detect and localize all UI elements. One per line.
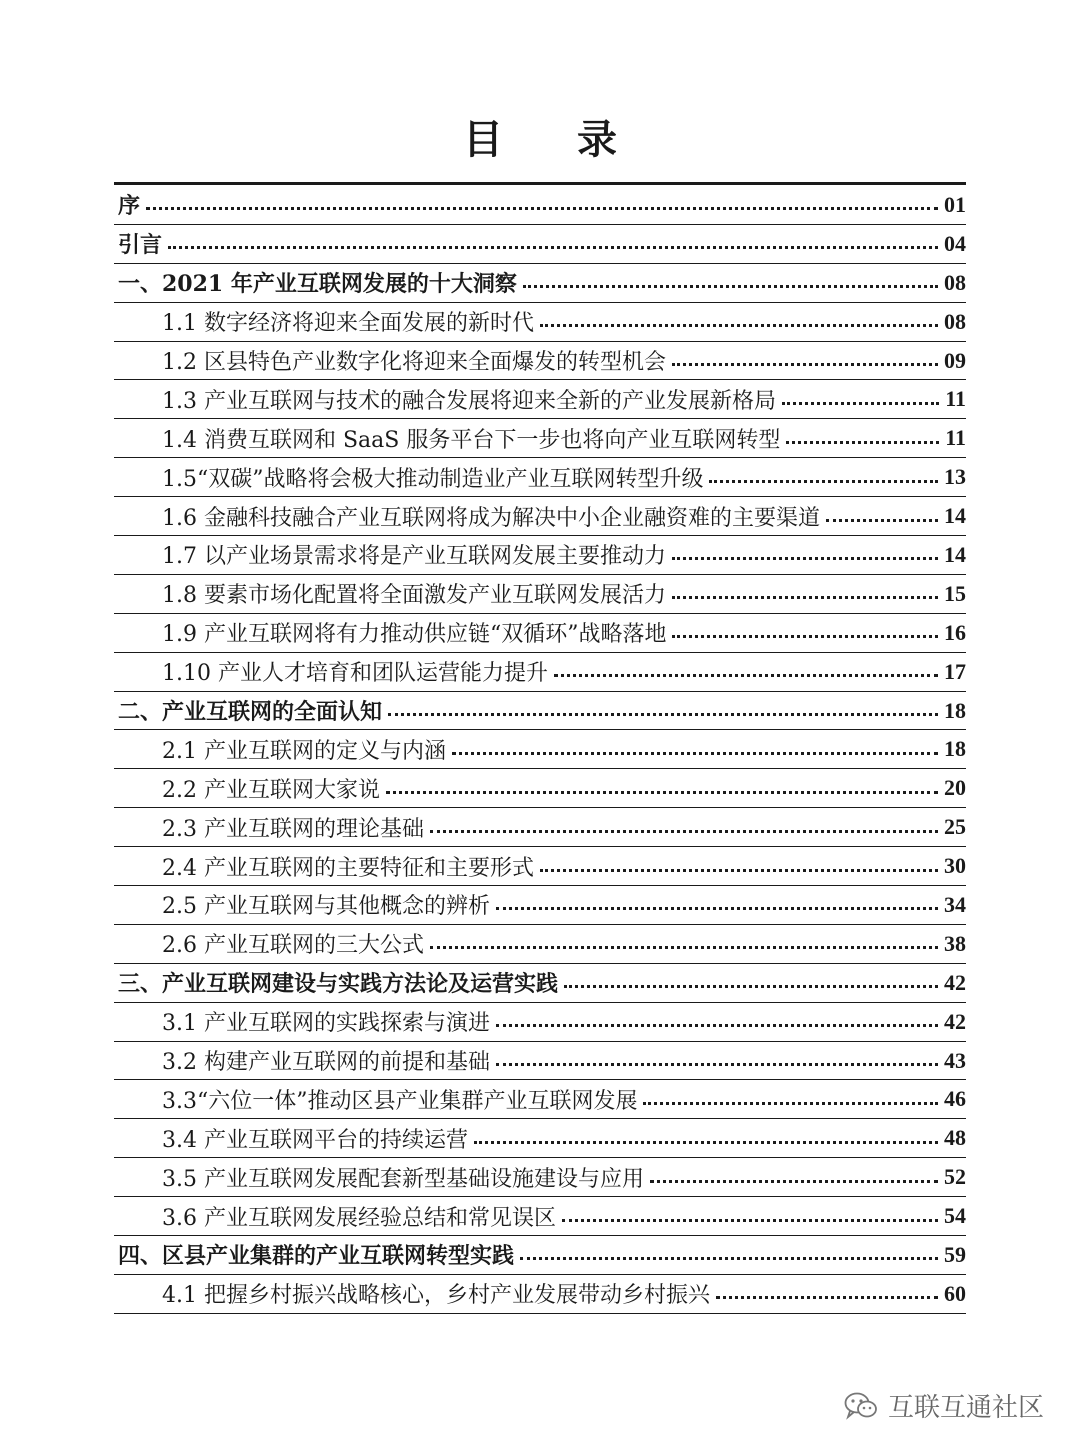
page-title: 目 录 <box>463 116 647 163</box>
dot-leader <box>786 441 939 444</box>
toc-section <box>114 458 966 497</box>
toc-entry-title: 1.7 以产业场景需求将是产业互联网发展主要推动力 <box>162 544 666 570</box>
toc-entry-title: 三、产业互联网建设与实践方法论及运营实践 <box>118 971 559 998</box>
toc-section <box>114 342 966 381</box>
dot-leader <box>643 1102 938 1105</box>
toc-page-number: 13 <box>944 464 966 490</box>
toc-entry-title: 1.8 要素市场化配置将全面激发产业互联网发展活力 <box>162 583 666 609</box>
toc-page-number: 08 <box>944 308 966 334</box>
toc-section <box>114 536 966 575</box>
toc-chapter <box>114 186 966 225</box>
toc-entry-title: 1.4 消费互联网和 SaaS 服务平台下一步也将向产业互联网转型 <box>162 427 781 453</box>
toc-section <box>114 1003 966 1042</box>
toc-page-number: 20 <box>944 775 966 801</box>
toc-section <box>114 1042 966 1081</box>
toc-chapter <box>114 225 966 264</box>
toc-entry-title: 2.1 产业互联网的定义与内涵 <box>162 738 446 764</box>
dot-leader <box>672 596 938 599</box>
toc-page-number: 18 <box>944 736 966 762</box>
dot-leader <box>496 1063 938 1066</box>
toc-entry-title: 引言 <box>118 232 163 259</box>
toc-section <box>114 497 966 536</box>
toc-section <box>114 1080 966 1119</box>
toc-entry-title: 3.5 产业互联网发展配套新型基础设施建设与应用 <box>162 1166 644 1192</box>
toc-page-number: 60 <box>944 1280 966 1306</box>
toc-entry-title: 一、2021 年产业互联网发展的十大洞察 <box>118 271 517 298</box>
dot-leader <box>523 285 938 288</box>
toc-page-number: 14 <box>944 541 966 567</box>
toc-chapter <box>114 964 966 1003</box>
toc-section <box>114 1275 966 1314</box>
toc-page-number: 04 <box>944 230 966 256</box>
toc-page-number: 43 <box>944 1047 966 1073</box>
dot-leader <box>386 791 938 794</box>
toc-entry-title: 二、产业互联网的全面认知 <box>118 699 383 726</box>
toc-section <box>114 886 966 925</box>
toc-page-number: 30 <box>944 853 966 879</box>
toc-entry-title: 4.1 把握乡村振兴战略核心，乡村产业发展带动乡村振兴 <box>162 1283 710 1309</box>
toc-chapter <box>114 692 966 731</box>
dot-leader <box>540 869 938 872</box>
watermark-text: 互联互通社区 <box>887 1393 1044 1423</box>
toc-section <box>114 730 966 769</box>
toc-page-number: 59 <box>944 1241 966 1267</box>
dot-leader <box>672 635 938 638</box>
toc-section <box>114 769 966 808</box>
toc-entry-title: 3.6 产业互联网发展经验总结和常见误区 <box>162 1205 556 1231</box>
dot-leader <box>554 674 938 677</box>
dot-leader <box>388 713 938 716</box>
toc-page-number: 48 <box>944 1125 966 1151</box>
dot-leader <box>716 1296 938 1299</box>
dot-leader <box>496 1024 938 1027</box>
dot-leader <box>430 946 938 949</box>
toc-page-number: 16 <box>944 619 966 645</box>
dot-leader <box>540 324 938 327</box>
toc-entry-title: 3.2 构建产业互联网的前提和基础 <box>162 1050 490 1076</box>
dot-leader <box>430 830 938 833</box>
toc-section <box>114 380 966 419</box>
toc-entry-title: 1.9 产业互联网将有力推动供应链“双循环”战略落地 <box>162 622 667 648</box>
toc-page-number: 42 <box>944 1008 966 1034</box>
toc-entry-title: 3.1 产业互联网的实践探索与演进 <box>162 1011 490 1037</box>
toc-entry-title: 四、区县产业集群的产业互联网转型实践 <box>118 1243 515 1270</box>
toc-entry-title: 1.6 金融科技融合产业互联网将成为解决中小企业融资难的主要渠道 <box>162 505 820 531</box>
toc-page-number: 01 <box>944 191 966 217</box>
toc-page-number: 18 <box>944 697 966 723</box>
dot-leader <box>672 557 938 560</box>
title-divider <box>114 182 966 185</box>
dot-leader <box>146 207 938 210</box>
toc-chapter <box>114 264 966 303</box>
wechat-icon <box>844 1391 878 1421</box>
toc-page-number: 14 <box>944 503 966 529</box>
dot-leader <box>672 363 938 366</box>
dot-leader <box>562 1219 938 1222</box>
toc-section <box>114 653 966 692</box>
watermark <box>844 1387 1044 1424</box>
toc-page-number: 11 <box>945 425 966 451</box>
toc-page-number: 52 <box>944 1164 966 1190</box>
dot-leader <box>474 1141 938 1144</box>
toc-entry-title: 2.2 产业互联网大家说 <box>162 777 380 803</box>
toc-page-number: 46 <box>944 1086 966 1112</box>
toc-page-number: 34 <box>944 891 966 917</box>
toc-entry-title: 2.3 产业互联网的理论基础 <box>162 816 424 842</box>
toc-page-number: 09 <box>944 347 966 373</box>
dot-leader <box>452 752 938 755</box>
toc-entry-title: 1.1 数字经济将迎来全面发展的新时代 <box>162 311 534 337</box>
toc-section <box>114 847 966 886</box>
dot-leader <box>496 907 938 910</box>
toc-entry-title: 2.5 产业互联网与其他概念的辨析 <box>162 894 490 920</box>
toc-section <box>114 1197 966 1236</box>
toc-section <box>114 808 966 847</box>
dot-leader <box>520 1257 938 1260</box>
toc-section <box>114 1119 966 1158</box>
toc-section <box>114 925 966 964</box>
toc-entry-title: 2.4 产业互联网的主要特征和主要形式 <box>162 855 534 881</box>
toc-entry-title: 序 <box>118 193 141 220</box>
dot-leader <box>650 1180 938 1183</box>
toc-section <box>114 614 966 653</box>
dot-leader <box>826 519 938 522</box>
toc-chapter <box>114 1236 966 1275</box>
toc-entry-title: 3.4 产业互联网平台的持续运营 <box>162 1127 468 1153</box>
toc-entry-title: 1.2 区县特色产业数字化将迎来全面爆发的转型机会 <box>162 350 666 375</box>
dot-leader <box>709 480 938 483</box>
dot-leader <box>782 402 939 405</box>
toc-page-number: 54 <box>944 1203 966 1229</box>
dot-leader <box>564 985 938 988</box>
toc-section <box>114 1158 966 1197</box>
dot-leader <box>168 246 938 249</box>
table-of-contents <box>114 186 966 1314</box>
toc-page-number: 25 <box>944 814 966 840</box>
toc-section <box>114 575 966 614</box>
toc-entry-title: 3.3“六位一体”推动区县产业集群产业互联网发展 <box>162 1088 638 1114</box>
toc-entry-title: 2.6 产业互联网的三大公式 <box>162 933 424 959</box>
toc-page-number: 11 <box>945 386 966 412</box>
toc-page-number: 15 <box>944 580 966 606</box>
toc-page-number: 17 <box>944 658 966 684</box>
toc-entry-title: 1.3 产业互联网与技术的融合发展将迎来全新的产业发展新格局 <box>162 388 776 414</box>
toc-page-number: 08 <box>944 269 966 295</box>
toc-section <box>114 303 966 342</box>
toc-entry-title: 1.5“双碳”战略将会极大推动制造业产业互联网转型升级 <box>162 466 704 492</box>
toc-page-number: 38 <box>944 930 966 956</box>
toc-page-number: 42 <box>944 969 966 995</box>
toc-entry-title: 1.10 产业人才培育和团队运营能力提升 <box>162 661 548 687</box>
toc-section <box>114 419 966 458</box>
